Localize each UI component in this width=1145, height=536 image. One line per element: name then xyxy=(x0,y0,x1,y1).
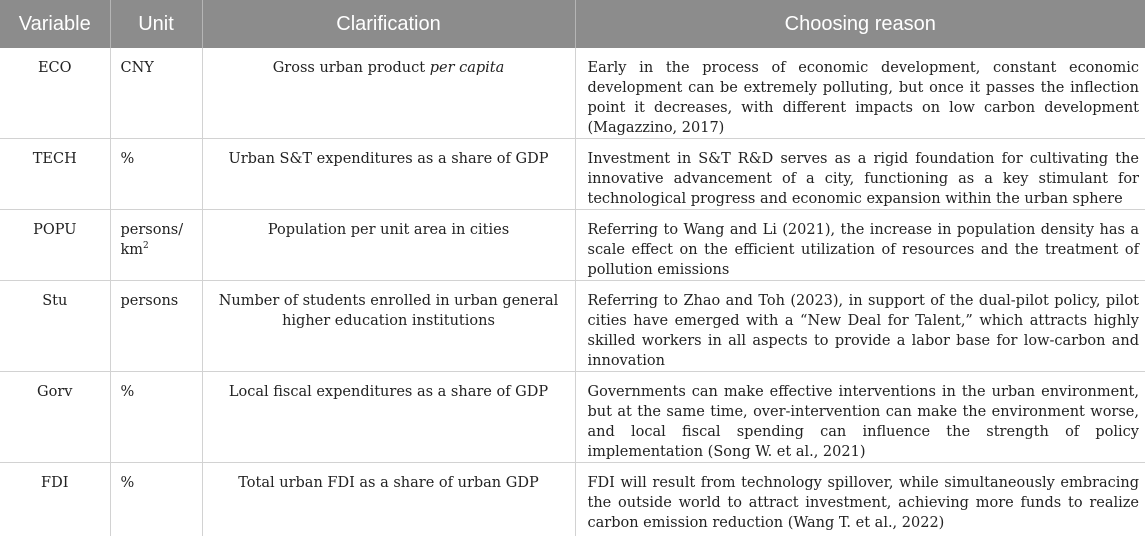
reason-cell: Referring to Wang and Li (2021), the increase in population density has a scale effect on the efficient utilization of resources and the treatment of pollution emissions xyxy=(575,210,1145,281)
table-header xyxy=(0,0,1145,48)
reason-cell: Governments can make effective interventions in the urban environment, but at the same time, over-intervention can make the environment worse, and local fiscal spending can influence the strength of policy implementation (Song W. et al., 2021) xyxy=(575,372,1145,463)
variable-cell: FDI xyxy=(0,463,110,536)
variable-cell: ECO xyxy=(0,48,110,139)
clarification-text: Local fiscal expenditures as a share of GDP xyxy=(229,384,548,400)
unit-text: % xyxy=(121,475,135,491)
header-variable: Variable xyxy=(0,0,110,48)
table-row xyxy=(0,210,1145,281)
clarification-text: Population per unit area in cities xyxy=(268,222,509,238)
unit-cell xyxy=(110,281,202,372)
clarification-cell xyxy=(202,372,575,463)
clarification-cell xyxy=(202,463,575,536)
table-row xyxy=(0,463,1145,536)
header-clarification: Clarification xyxy=(202,0,575,48)
unit-cell xyxy=(110,210,202,281)
clarification-cell xyxy=(202,210,575,281)
unit-text: persons/ km xyxy=(121,222,184,258)
table-row xyxy=(0,48,1145,139)
unit-text: CNY xyxy=(121,60,154,76)
variable-cell: Gorv xyxy=(0,372,110,463)
clarification-text: Gross urban product xyxy=(273,60,430,76)
variable-cell: POPU xyxy=(0,210,110,281)
table-row xyxy=(0,281,1145,372)
clarification-cell xyxy=(202,281,575,372)
clarification-text: Number of students enrolled in urban general higher education institutions xyxy=(219,293,559,329)
reason-cell: Referring to Zhao and Toh (2023), in support of the dual-pilot policy, pilot cities have emerged with a “New Deal for Talent,” which attracts highly skilled workers in all aspects to provide a labor base for low-carbon and innovation xyxy=(575,281,1145,372)
unit-cell xyxy=(110,463,202,536)
table-body xyxy=(0,48,1145,536)
clarification-text: Urban S&T expenditures as a share of GDP xyxy=(229,151,549,167)
reason-cell: Early in the process of economic development, constant economic development can be extremely polluting, but once it passes the inflection point it decreases, with different impacts on low carbon development (Magazzino, 2017) xyxy=(575,48,1145,139)
clarification-cell xyxy=(202,139,575,210)
variable-cell: TECH xyxy=(0,139,110,210)
unit-text: persons xyxy=(121,293,179,309)
unit-text: % xyxy=(121,151,135,167)
clarification-italic: per capita xyxy=(430,60,505,76)
clarification-cell xyxy=(202,48,575,139)
reason-cell: FDI will result from technology spillover, while simultaneously embracing the outside world to attract investment, achieving more funds to realize carbon emission reduction (Wang T. et al., 2022) xyxy=(575,463,1145,536)
table-row xyxy=(0,139,1145,210)
clarification-text: Total urban FDI as a share of urban GDP xyxy=(238,475,538,491)
unit-cell xyxy=(110,372,202,463)
unit-cell xyxy=(110,139,202,210)
variable-cell: Stu xyxy=(0,281,110,372)
header-choosing-reason: Choosing reason xyxy=(575,0,1145,48)
unit-text: % xyxy=(121,384,135,400)
table-row xyxy=(0,372,1145,463)
reason-cell: Investment in S&T R&D serves as a rigid foundation for cultivating the innovative advancement of a city, functioning as a key stimulant for technological progress and economic expansion within the urban sphere xyxy=(575,139,1145,210)
header-row xyxy=(0,0,1145,48)
header-unit: Unit xyxy=(110,0,202,48)
unit-superscript: 2 xyxy=(143,241,149,251)
unit-cell xyxy=(110,48,202,139)
